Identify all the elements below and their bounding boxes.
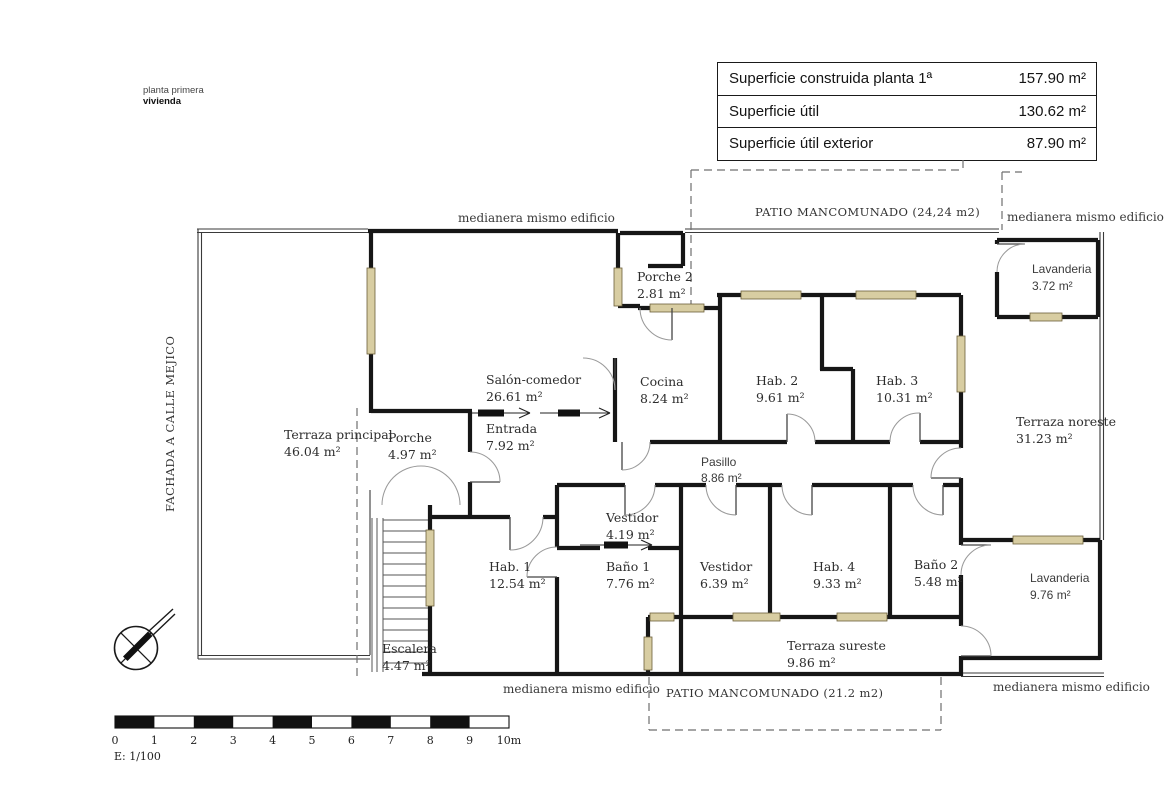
room-area: 31.23 m² bbox=[1016, 431, 1073, 446]
room-name: Lavanderia bbox=[1030, 571, 1090, 585]
windows-layer bbox=[367, 268, 1083, 670]
room-name: Vestidor bbox=[606, 510, 659, 525]
room-area: 8.24 m² bbox=[640, 391, 689, 406]
room-area: 26.61 m² bbox=[486, 389, 543, 404]
room-name: Vestidor bbox=[700, 559, 753, 574]
room-area: 7.92 m² bbox=[486, 438, 535, 453]
scale-tick: 5 bbox=[308, 734, 316, 747]
medianera-label-top-right: medianera mismo edificio bbox=[1007, 210, 1164, 224]
scale-tick: 2 bbox=[190, 734, 198, 747]
room-name: Terraza principal bbox=[284, 427, 393, 442]
room-area: 4.47 m² bbox=[382, 658, 431, 673]
scale-tick: 7 bbox=[387, 734, 395, 747]
room-name: Baño 2 bbox=[914, 557, 959, 572]
row-value: 87.90 m² bbox=[1026, 135, 1086, 153]
room-name: Terraza noreste bbox=[1016, 414, 1116, 429]
medianera-label-top-left: medianera mismo edificio bbox=[458, 211, 615, 225]
room-area: 12.54 m² bbox=[489, 576, 546, 591]
scale-tick: 10m bbox=[496, 734, 522, 747]
room-area: 9.33 m² bbox=[813, 576, 862, 591]
room-name: Terraza sureste bbox=[787, 638, 886, 653]
scale-bar bbox=[112, 716, 522, 763]
room-name: Lavanderia bbox=[1032, 262, 1092, 276]
room-name: Pasillo bbox=[701, 455, 737, 469]
scale-tick: 6 bbox=[347, 734, 355, 747]
row-label: Superficie útil exterior bbox=[729, 135, 874, 153]
room-name: Hab. 4 bbox=[813, 559, 856, 574]
walls-layer bbox=[368, 231, 1100, 676]
compass-icon bbox=[115, 609, 176, 670]
scale-tick: 4 bbox=[269, 734, 277, 747]
room-name: Escalera bbox=[382, 641, 437, 656]
room-area: 6.39 m² bbox=[700, 576, 749, 591]
row-value: 130.62 m² bbox=[1018, 102, 1086, 120]
medianera-label-bottom-left: medianera mismo edificio bbox=[503, 682, 660, 696]
room-name: Porche bbox=[388, 430, 432, 445]
room-name: Baño 1 bbox=[606, 559, 651, 574]
scale-note: E: 1/100 bbox=[114, 750, 161, 763]
scale-tick: 1 bbox=[150, 734, 158, 747]
title-line-2: vivienda bbox=[143, 96, 182, 107]
room-area: 10.31 m² bbox=[876, 390, 933, 405]
dashed-boundary-lines bbox=[357, 160, 1022, 730]
room-name: Hab. 1 bbox=[489, 559, 532, 574]
room-name: Porche 2 bbox=[637, 269, 693, 284]
room-area: 9.86 m² bbox=[787, 655, 836, 670]
row-label: Superficie construida planta 1ª bbox=[729, 70, 933, 88]
scale-tick: 8 bbox=[426, 734, 434, 747]
room-name: Hab. 2 bbox=[756, 373, 799, 388]
title-line-1: planta primera bbox=[143, 85, 204, 96]
patio-label-bottom: PATIO MANCOMUNADO (21.2 m2) bbox=[666, 686, 884, 700]
room-area: 9.76 m² bbox=[1030, 588, 1071, 602]
medianera-label-bottom-right: medianera mismo edificio bbox=[993, 680, 1150, 694]
patio-label-top: PATIO MANCOMUNADO (24,24 m2) bbox=[755, 205, 981, 219]
scale-tick: 0 bbox=[111, 734, 119, 747]
row-label: Superficie útil bbox=[729, 102, 820, 120]
room-name: Salón-comedor bbox=[486, 372, 582, 387]
room-name: Entrada bbox=[486, 421, 538, 436]
room-area: 9.61 m² bbox=[756, 390, 805, 405]
room-area: 46.04 m² bbox=[284, 444, 341, 459]
scale-tick: 3 bbox=[229, 734, 237, 747]
scale-tick: 9 bbox=[466, 734, 474, 747]
row-value: 157.90 m² bbox=[1018, 70, 1086, 88]
room-area: 2.81 m² bbox=[637, 286, 686, 301]
room-area: 3.72 m² bbox=[1032, 279, 1073, 293]
room-area: 7.76 m² bbox=[606, 576, 655, 591]
room-area: 4.19 m² bbox=[606, 527, 655, 542]
room-area: 8.86 m² bbox=[701, 471, 742, 485]
room-name: Hab. 3 bbox=[876, 373, 919, 388]
room-area: 4.97 m² bbox=[388, 447, 437, 462]
room-name: Cocina bbox=[640, 374, 684, 389]
room-area: 5.48 m² bbox=[914, 574, 963, 589]
fachada-label: FACHADA A CALLE MEJICO bbox=[163, 335, 177, 512]
